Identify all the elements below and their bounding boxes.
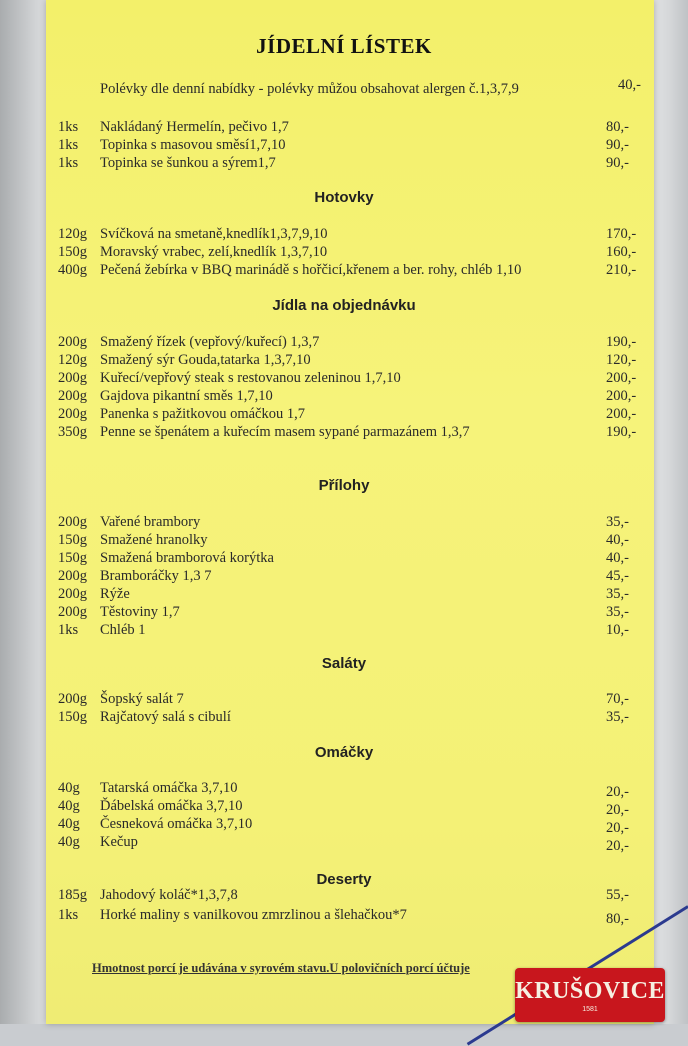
- item-name: Smažený řízek (vepřový/kuřecí) 1,3,7: [100, 334, 320, 350]
- item-name: Smažená bramborová korýtka: [100, 550, 274, 566]
- item-name: Jahodový koláč*1,3,7,8: [100, 887, 238, 903]
- soup-row: [0, 77, 688, 98]
- menu-item-row: [0, 797, 688, 818]
- menu-item-row: [0, 585, 688, 603]
- item-price: 40,-: [606, 550, 629, 566]
- menu-item-row: [0, 531, 688, 549]
- menu-item-row: [0, 906, 688, 927]
- item-price: 55,-: [606, 887, 629, 903]
- item-quantity: 400g: [58, 262, 87, 278]
- item-price: 40,-: [618, 77, 641, 93]
- item-quantity: 200g: [58, 514, 87, 530]
- item-quantity: 40g: [58, 798, 80, 814]
- item-quantity: 1ks: [58, 119, 79, 135]
- brand-logo: [515, 968, 665, 1022]
- menu-title: JÍDELNÍ LÍSTEK: [256, 34, 432, 58]
- menu-item-row: [0, 405, 688, 423]
- section-title: Saláty: [321, 655, 367, 672]
- item-quantity: 150g: [58, 709, 87, 725]
- brand-logo-text: KRUŠOVICE: [515, 978, 665, 1004]
- item-quantity: 200g: [58, 370, 87, 386]
- item-name: Moravský vrabec, zelí,knedlík 1,3,7,10: [100, 244, 328, 260]
- section-title: Přílohy: [318, 477, 370, 494]
- item-name: Nakládaný Hermelín, pečivo 1,7: [100, 119, 289, 135]
- item-name: Topinka se šunkou a sýrem1,7: [100, 155, 276, 171]
- section-title: Hotovky: [314, 189, 374, 206]
- menu-item-row: [0, 708, 688, 726]
- item-quantity: 200g: [58, 691, 87, 707]
- item-name: Ďábelská omáčka 3,7,10: [100, 798, 243, 814]
- section-title: Omáčky: [314, 744, 374, 761]
- item-name: Svíčková na smetaně,knedlík1,3,7,9,10: [100, 226, 328, 242]
- menu-item-row: [0, 154, 688, 172]
- menu-item-row: [0, 886, 688, 904]
- item-name: Penne se špenátem a kuřecím masem sypané parmazánem 1,3,7: [100, 424, 470, 440]
- item-quantity: 200g: [58, 568, 87, 584]
- menu-item-row: [0, 333, 688, 351]
- item-name: Smažený sýr Gouda,tatarka 1,3,7,10: [100, 352, 311, 368]
- section-title: Deserty: [316, 871, 372, 888]
- item-quantity: 200g: [58, 604, 87, 620]
- menu-item-row: [0, 513, 688, 531]
- section-title: Jídla na objednávku: [272, 297, 416, 314]
- item-price: 200,-: [606, 406, 637, 422]
- item-price: 20,-: [606, 784, 629, 800]
- item-price: 20,-: [606, 820, 629, 836]
- item-price: 160,-: [606, 244, 637, 260]
- item-name: Těstoviny 1,7: [100, 604, 180, 620]
- item-price: 210,-: [606, 262, 637, 278]
- item-name: Česneková omáčka 3,7,10: [100, 816, 253, 832]
- item-quantity: 120g: [58, 226, 87, 242]
- item-name: Bramboráčky 1,3 7: [100, 568, 212, 584]
- item-name: Kuřecí/vepřový steak s restovanou zeleninou 1,7,10: [100, 370, 401, 386]
- brand-logo-year: 1581: [582, 1006, 598, 1013]
- item-name: Vařené brambory: [100, 514, 201, 530]
- item-price: 120,-: [606, 352, 637, 368]
- item-price: 200,-: [606, 370, 637, 386]
- item-price: 70,-: [606, 691, 629, 707]
- menu-item-row: [0, 423, 688, 441]
- item-quantity: 200g: [58, 388, 87, 404]
- menu-item-row: [0, 351, 688, 369]
- item-price: 80,-: [606, 119, 629, 135]
- menu-item-row: [0, 833, 688, 854]
- item-name: Šopský salát 7: [100, 691, 184, 707]
- item-name: Rajčatový salá s cibulí: [100, 709, 231, 725]
- item-price: 35,-: [606, 709, 629, 725]
- item-price: 190,-: [606, 334, 637, 350]
- item-name: Gajdova pikantní směs 1,7,10: [100, 388, 273, 404]
- item-name: Kečup: [100, 834, 138, 850]
- item-price: 45,-: [606, 568, 629, 584]
- item-name: Topinka s masovou směsí1,7,10: [100, 137, 286, 153]
- item-quantity: 1ks: [58, 622, 79, 638]
- item-price: 40,-: [606, 532, 629, 548]
- menu-item-row: [0, 225, 688, 243]
- item-price: 10,-: [606, 622, 629, 638]
- item-quantity: 150g: [58, 550, 87, 566]
- menu-item-row: [0, 118, 688, 136]
- item-quantity: 200g: [58, 406, 87, 422]
- menu-item-row: [0, 387, 688, 405]
- menu-item-row: [0, 549, 688, 567]
- item-quantity: 1ks: [58, 907, 79, 923]
- menu-item-row: [0, 690, 688, 708]
- menu-item-row: [0, 603, 688, 621]
- item-price: 80,-: [606, 911, 629, 927]
- menu-item-row: [0, 779, 688, 800]
- menu-item-row: [0, 261, 688, 279]
- item-quantity: 1ks: [58, 137, 79, 153]
- menu-item-row: [0, 369, 688, 387]
- item-quantity: 40g: [58, 816, 80, 832]
- item-name: Panenka s pažitkovou omáčkou 1,7: [100, 406, 305, 422]
- item-price: 20,-: [606, 838, 629, 854]
- item-name: Chléb 1: [100, 622, 146, 638]
- menu-item-row: [0, 621, 688, 639]
- item-price: 35,-: [606, 514, 629, 530]
- item-price: 90,-: [606, 155, 629, 171]
- item-price: 190,-: [606, 424, 637, 440]
- item-price: 90,-: [606, 137, 629, 153]
- item-name: Horké maliny s vanilkovou zmrzlinou a šlehačkou*7: [100, 907, 407, 923]
- menu-item-row: [0, 567, 688, 585]
- item-name: Pečená žebírka v BBQ marinádě s hořčicí,křenem a ber. rohy, chléb 1,10: [100, 262, 522, 278]
- item-price: 35,-: [606, 604, 629, 620]
- item-price: 200,-: [606, 388, 637, 404]
- item-quantity: 200g: [58, 586, 87, 602]
- menu-item-row: [0, 136, 688, 154]
- item-price: 35,-: [606, 586, 629, 602]
- item-quantity: 150g: [58, 532, 87, 548]
- item-quantity: 40g: [58, 780, 80, 796]
- item-quantity: 350g: [58, 424, 87, 440]
- item-quantity: 150g: [58, 244, 87, 260]
- item-name: Smažené hranolky: [100, 532, 208, 548]
- item-price: 170,-: [606, 226, 637, 242]
- item-name: Rýže: [100, 586, 130, 602]
- menu-item-row: [0, 243, 688, 261]
- item-name: Tatarská omáčka 3,7,10: [100, 780, 238, 796]
- menu-footer-note: Hmotnost porcí je udávána v syrovém stavu.U polovičních porcí účtuje: [92, 961, 470, 975]
- item-quantity: 40g: [58, 834, 80, 850]
- item-quantity: 185g: [58, 887, 87, 903]
- menu-item-row: [0, 815, 688, 836]
- item-price: 20,-: [606, 802, 629, 818]
- item-name: Polévky dle denní nabídky - polévky můžou obsahovat alergen č.1,3,7,9: [100, 81, 519, 97]
- item-quantity: 120g: [58, 352, 87, 368]
- item-quantity: 1ks: [58, 155, 79, 171]
- item-quantity: 200g: [58, 334, 87, 350]
